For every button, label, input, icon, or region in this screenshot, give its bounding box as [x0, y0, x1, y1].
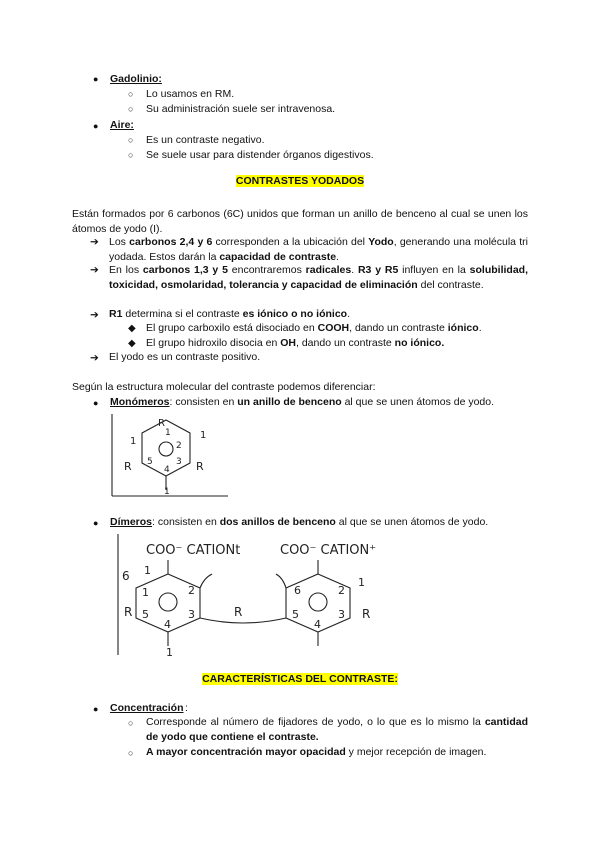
sub-bullet: ○: [128, 104, 134, 114]
arrow-item-yodo-positivo: El yodo es un contraste positivo.: [109, 351, 261, 363]
dimer-label: 6: [294, 584, 301, 597]
diamond-bullet: ◆: [128, 323, 136, 334]
dimer-label: R: [124, 605, 133, 619]
mono-label: 1: [165, 428, 171, 438]
sub-bullet: ○: [128, 150, 134, 160]
gadolinio-item-1: Lo usamos en RM.: [146, 88, 235, 100]
mono-label: 3: [176, 457, 182, 467]
mono-label: 1: [200, 430, 207, 441]
concentracion-item-2: A mayor concentración mayor opacidad y mejor recepción de imagen.: [146, 746, 487, 758]
gadolinio-item-2: Su administración suele ser intravenosa.: [146, 103, 336, 115]
concentracion-colon-text: :: [185, 702, 188, 714]
mono-label: 5: [147, 457, 153, 467]
arrow-bullet: ➔: [90, 264, 99, 276]
dimer-label: 4: [164, 618, 171, 631]
dimer-label: R: [362, 607, 371, 621]
concentracion-title: Concentración: [110, 702, 184, 714]
section-heading-container: [0, 175, 600, 187]
dimer-label: 1: [166, 646, 173, 659]
sub-bullet: ○: [128, 135, 134, 145]
diamond-bullet: ◆: [128, 338, 136, 349]
arrow-item-carbonos-246: Los carbonos 2,4 y 6 corresponden a la ubicación del Yodo, generando una molécula tri yodada. Estos darán la capacidad de contraste.: [109, 236, 528, 263]
bullet: ●: [93, 398, 99, 408]
dimer-label: 3: [338, 608, 345, 621]
dimer-label: 2: [338, 584, 345, 597]
arrow-bullet: ➔: [90, 236, 99, 248]
aire-title: Aire:: [110, 119, 134, 131]
mono-label: 4: [164, 465, 170, 475]
arrow-bullet: ➔: [90, 309, 99, 321]
arrow-item-r1: R1 determina si el contraste es iónico o no iónico.: [109, 308, 351, 320]
aire-item-2: Se suele usar para distender órganos digestivos.: [146, 149, 374, 161]
mono-label: 1: [130, 436, 137, 447]
gadolinio-title: Gadolinio:: [110, 73, 162, 85]
intro-paragraph: Están formados por 6 carbonos (6C) unidos que forman un anillo de benceno al cual se unen los átomos de yodo (I).: [72, 208, 528, 235]
dimeros-item: Dímeros: consisten en dos anillos de benceno al que se unen átomos de yodo.: [110, 516, 489, 528]
diamond-item-carboxilo: El grupo carboxilo está disociado en COOH, dando un contraste iónico.: [146, 322, 482, 334]
dimer-label: 3: [188, 608, 195, 621]
dimer-sketch: [108, 530, 408, 660]
bullet: ●: [93, 518, 99, 528]
aire-item-1: Es un contraste negativo.: [146, 134, 265, 146]
monomeros-item: Monómeros: consisten en un anillo de benceno al que se unen átomos de yodo.: [110, 396, 495, 408]
mono-label: R: [158, 418, 165, 429]
mono-label: R: [196, 460, 204, 473]
dimer-top-left: COO⁻ CATIONt: [146, 543, 241, 558]
bullet: ●: [93, 74, 99, 84]
dimer-label: 5: [142, 608, 149, 621]
dimer-label: R: [234, 605, 243, 619]
dimer-label: 2: [188, 584, 195, 597]
section-heading-contrastes-yodados: CONTRASTES YODADOS: [235, 175, 365, 187]
sub-bullet: ○: [128, 748, 134, 758]
dimer-top-right: COO⁻ CATION⁺: [280, 543, 377, 558]
bullet: ●: [93, 121, 99, 131]
dimer-label: 1: [358, 576, 365, 589]
diamond-item-hidroxilo: El grupo hidroxilo disocia en OH, dando un contraste no iónico.: [146, 337, 445, 349]
dimer-label: 6: [122, 569, 130, 583]
mono-label: R: [124, 460, 132, 473]
monomer-sketch: [110, 410, 230, 506]
mono-label: 1: [164, 487, 170, 497]
dimer-label: 1: [142, 586, 149, 599]
bullet: ●: [93, 704, 99, 714]
dimer-label: 4: [314, 618, 321, 631]
sub-bullet: ○: [128, 718, 134, 728]
dimer-label: 1: [144, 564, 151, 577]
section-heading-caracteristicas: CARACTERÍSTICAS DEL CONTRASTE:: [202, 673, 398, 685]
dimer-label: 5: [292, 608, 299, 621]
arrow-bullet: ➔: [90, 352, 99, 364]
arrow-item-carbonos-135: En los carbonos 1,3 y 5 encontraremos radicales. R3 y R5 influyen en la solubilidad, toxicidad, osmolaridad, tolerancia y capacidad de eliminación del contraste.: [109, 264, 528, 291]
sub-bullet: ○: [128, 89, 134, 99]
section-heading-container: [0, 673, 600, 685]
mono-label: 2: [176, 441, 182, 451]
concentracion-item-1: Corresponde al número de fijadores de yodo, o lo que es lo mismo la cantidad de yodo que contiene el contraste.: [146, 716, 528, 743]
estructura-intro: Según la estructura molecular del contraste podemos diferenciar:: [72, 381, 376, 393]
